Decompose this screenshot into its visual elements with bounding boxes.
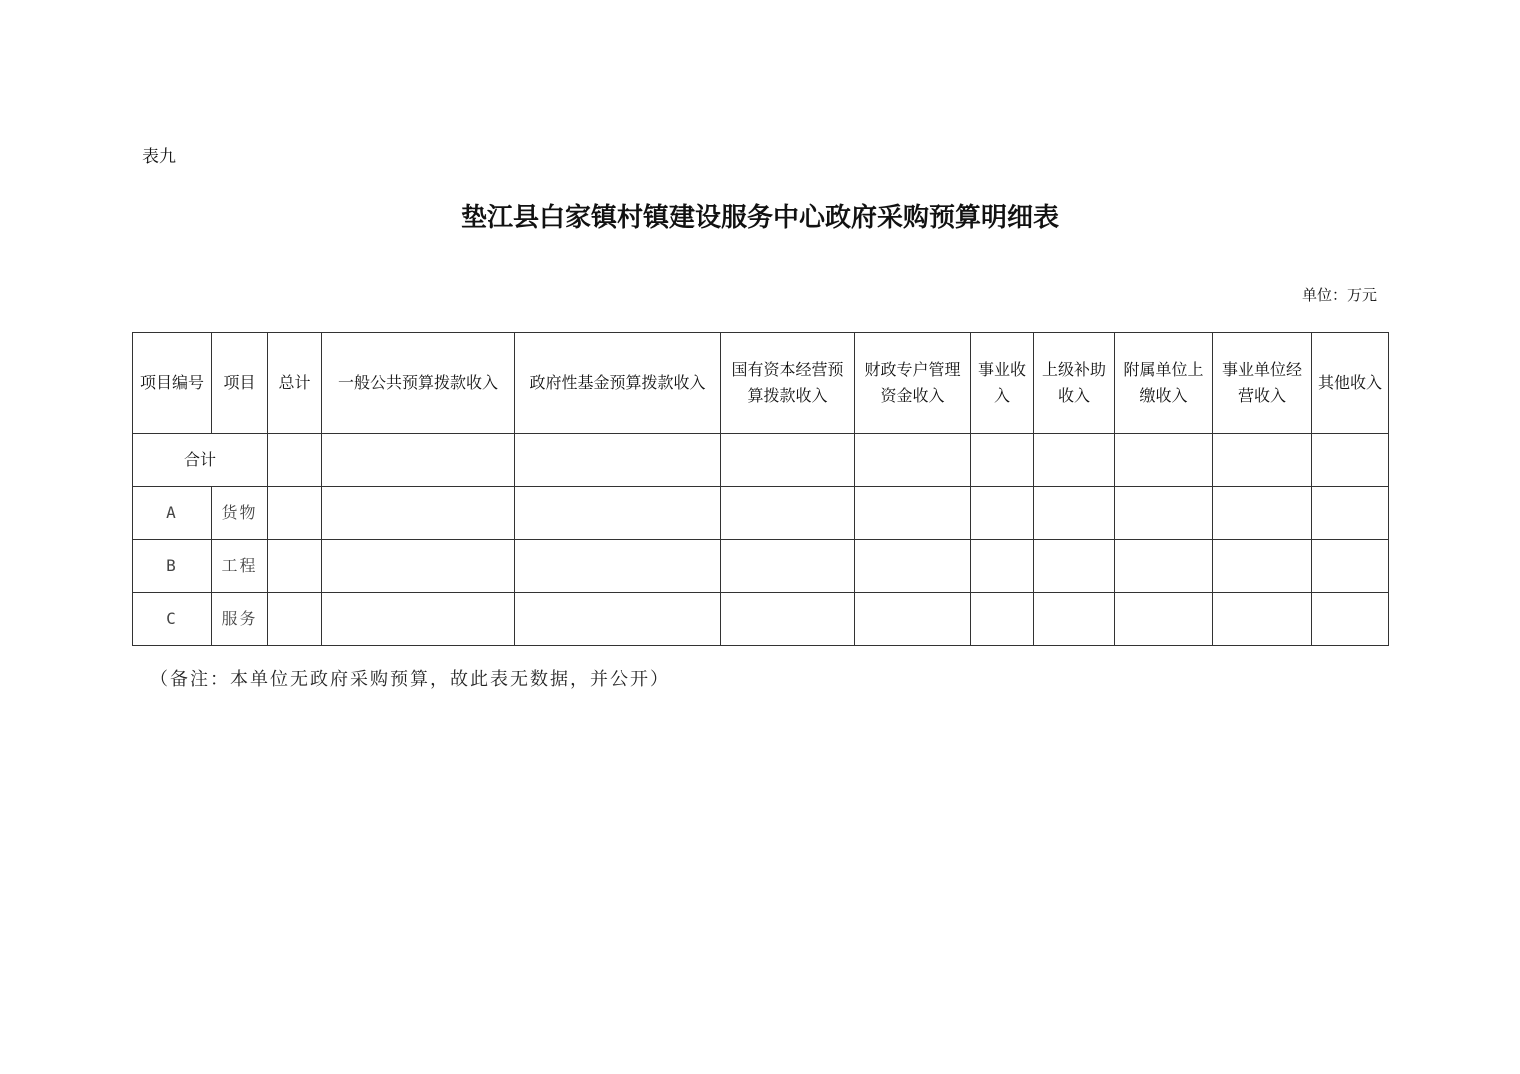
row-name: 工程 — [212, 540, 268, 593]
table-cell — [971, 593, 1034, 646]
row-code: A — [133, 487, 212, 540]
column-header-other-income: 其他收入 — [1312, 333, 1389, 434]
table-number-label: 表九 — [142, 147, 176, 167]
table-cell — [268, 593, 322, 646]
table-cell — [322, 540, 515, 593]
table-cell — [971, 434, 1034, 487]
table-cell — [1034, 434, 1115, 487]
table-cell — [1115, 487, 1213, 540]
column-header-business-operation: 事业单位经营收入 — [1213, 333, 1312, 434]
column-header-affiliated-unit: 附属单位上缴收入 — [1115, 333, 1213, 434]
table-cell — [515, 593, 721, 646]
unit-label: 单位：万元 — [1301, 286, 1377, 304]
column-header-business-income: 事业收入 — [971, 333, 1034, 434]
table-cell — [268, 487, 322, 540]
column-header-government-fund: 政府性基金预算拨款收入 — [515, 333, 721, 434]
table-cell — [322, 487, 515, 540]
procurement-budget-table — [132, 332, 1389, 646]
table-cell — [322, 434, 515, 487]
table-cell — [1213, 487, 1312, 540]
table-cell — [1312, 593, 1389, 646]
table-cell — [268, 540, 322, 593]
remark-note: （备注：本单位无政府采购预算，故此表无数据，并公开） — [150, 669, 670, 690]
table-cell — [1213, 593, 1312, 646]
table-cell — [1115, 434, 1213, 487]
table-cell — [1034, 487, 1115, 540]
table-cell — [721, 434, 855, 487]
table-cell — [322, 593, 515, 646]
table-cell — [1034, 593, 1115, 646]
row-name: 服务 — [212, 593, 268, 646]
table-row — [133, 540, 1389, 593]
table-cell — [721, 593, 855, 646]
table-cell — [855, 434, 971, 487]
table-cell — [1213, 540, 1312, 593]
table-cell — [971, 487, 1034, 540]
table-cell — [1312, 540, 1389, 593]
column-header-total: 总计 — [268, 333, 322, 434]
table-cell — [515, 487, 721, 540]
header-row — [133, 333, 1389, 434]
column-header-general-budget: 一般公共预算拨款收入 — [322, 333, 515, 434]
row-name: 货物 — [212, 487, 268, 540]
table-cell — [1312, 434, 1389, 487]
document-title: 垫江县白家镇村镇建设服务中心政府采购预算明细表 — [460, 203, 1059, 233]
table-cell — [1115, 593, 1213, 646]
table-cell — [1115, 540, 1213, 593]
total-label: 合计 — [133, 434, 268, 487]
table-cell — [1034, 540, 1115, 593]
table-cell — [855, 487, 971, 540]
column-header-special-account: 财政专户管理资金收入 — [855, 333, 971, 434]
table-cell — [268, 434, 322, 487]
table-cell — [1213, 434, 1312, 487]
total-row — [133, 434, 1389, 487]
table-cell — [515, 540, 721, 593]
row-code: C — [133, 593, 212, 646]
table-cell — [515, 434, 721, 487]
table-cell — [855, 540, 971, 593]
row-code: B — [133, 540, 212, 593]
table-cell — [971, 540, 1034, 593]
column-header-project: 项目 — [212, 333, 268, 434]
column-header-superior-subsidy: 上级补助收入 — [1034, 333, 1115, 434]
column-header-project-code: 项目编号 — [133, 333, 212, 434]
table-cell — [855, 593, 971, 646]
column-header-state-capital: 国有资本经营预算拨款收入 — [721, 333, 855, 434]
table-row — [133, 593, 1389, 646]
table-row — [133, 487, 1389, 540]
table-cell — [1312, 487, 1389, 540]
table-cell — [721, 540, 855, 593]
table-cell — [721, 487, 855, 540]
